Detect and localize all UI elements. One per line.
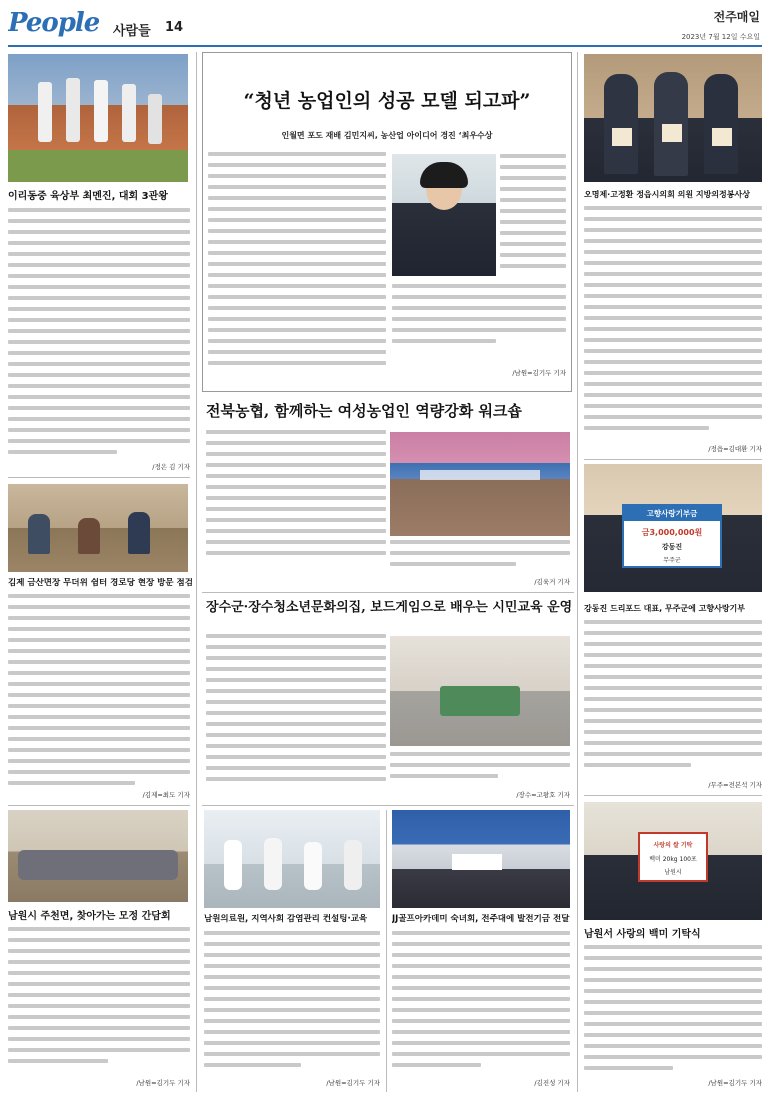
- article-byline: /장수=고왕호 기자: [516, 791, 570, 799]
- athlete-figure: [148, 94, 162, 144]
- protective-suit-figure: [344, 840, 362, 890]
- athlete-figure: [94, 80, 108, 142]
- column-divider: [386, 810, 387, 1092]
- donation-board: [452, 854, 502, 870]
- donation-board-amount: 백미 20kg 100포: [649, 856, 697, 863]
- article-body-placeholder: [392, 931, 570, 1071]
- article-photo-donation-ceremony: [392, 810, 570, 908]
- column-divider: [577, 52, 578, 1092]
- article-body-placeholder: [8, 208, 190, 460]
- section-logo: People: [8, 8, 100, 38]
- article-byline: /무주=전본석 기자: [708, 781, 762, 789]
- section-title: 사람들: [113, 24, 151, 39]
- donation-board-org: 남원시: [664, 869, 682, 876]
- feature-byline: /남원=김기두 기자: [512, 369, 566, 377]
- banner: [420, 470, 540, 480]
- feature-photo-portrait: [392, 154, 496, 276]
- article-headline: 오명제·고정환 정읍시의회 의원 지방의정봉사상: [584, 190, 750, 199]
- plaque: [662, 124, 682, 142]
- article-divider: [584, 459, 762, 460]
- feature-body-placeholder: [392, 284, 566, 364]
- donation-board-org: 무주군: [663, 557, 681, 564]
- feature-body-placeholder: [208, 152, 386, 378]
- person-figure: [128, 512, 150, 554]
- athlete-figure: [38, 82, 52, 142]
- donation-board-donor: 강동진: [661, 543, 683, 551]
- article-headline: 남원서 사랑의 백미 기탁식: [584, 929, 701, 940]
- game-board: [440, 686, 520, 716]
- athlete-figure: [66, 78, 80, 142]
- article-headline: 강동진 드리포드 대표, 무주군에 고향사랑기부: [584, 604, 746, 613]
- feature-title: “청년 농업인의 성공 모델 되고파”: [243, 90, 531, 112]
- article-photo-rice-donation: [584, 802, 762, 920]
- article-body-placeholder: [8, 927, 190, 1073]
- column-divider: [196, 52, 197, 1092]
- donation-board: [622, 504, 722, 568]
- newspaper-name: 전주매일: [713, 10, 760, 24]
- article-byline: /정은 김 기자: [152, 463, 190, 471]
- article-divider: [8, 477, 190, 478]
- article-body-placeholder: [584, 206, 762, 438]
- plaque: [712, 128, 732, 146]
- article-body-placeholder: [204, 931, 380, 1071]
- donation-board-title: 사랑의 쌀 기탁: [653, 842, 693, 849]
- feature-side-body-placeholder: [500, 154, 566, 276]
- article-divider: [202, 592, 574, 593]
- article-body-placeholder: [584, 620, 762, 776]
- article-body-placeholder: [390, 540, 570, 574]
- article-body-placeholder: [390, 752, 570, 782]
- header-rule: [8, 45, 762, 47]
- article-body-placeholder: [584, 945, 762, 1071]
- article-divider: [8, 805, 190, 806]
- portrait-hair: [420, 162, 468, 188]
- article-headline: 남원의료원, 지역사회 감염관리 컨설팅·교육: [204, 914, 368, 924]
- article-headline: 남원시 주천면, 찾아가는 모정 간담회: [8, 911, 171, 922]
- donation-board: [638, 832, 708, 882]
- donation-board-amount: 금3,000,000원: [641, 528, 703, 537]
- article-headline: JJ골프아카데미 숙녀회, 전주대에 발전기금 전달: [392, 914, 570, 924]
- person-figure: [604, 74, 638, 174]
- article-byline: /김진성 기자: [534, 1079, 570, 1087]
- article-byline: /남원=김기두 기자: [136, 1079, 190, 1087]
- article-body-placeholder: [8, 594, 190, 792]
- article-byline: /남원=김기두 기자: [326, 1079, 380, 1087]
- article-divider: [202, 805, 574, 806]
- article-headline: 이리동중 육상부 최멘진, 대회 3관왕: [8, 191, 168, 202]
- article-byline: /남원=김기두 기자: [708, 1079, 762, 1087]
- article-photo-infection-training: [204, 810, 380, 908]
- article-photo-hometown-donation: [584, 464, 762, 592]
- article-byline: /김제=최도 기자: [142, 791, 190, 799]
- protective-suit-figure: [224, 840, 242, 890]
- article-body-placeholder: [206, 430, 386, 562]
- person-figure: [28, 514, 50, 554]
- person-figure: [78, 518, 100, 554]
- article-byline: /김육거 기자: [534, 578, 570, 586]
- article-photo-senior-center: [8, 484, 188, 572]
- athlete-figure: [122, 84, 136, 142]
- plaque: [612, 128, 632, 146]
- protective-suit-figure: [304, 842, 322, 890]
- article-divider: [584, 795, 762, 796]
- article-body-placeholder: [206, 634, 386, 790]
- protective-suit-figure: [264, 838, 282, 890]
- person-figure: [704, 74, 738, 174]
- issue-date: 2023년 7월 12일 수요일: [681, 33, 760, 41]
- article-photo-meeting: [8, 810, 188, 902]
- article-photo-athletes: [8, 54, 188, 182]
- article-photo-boardgame: [390, 636, 570, 746]
- donation-board-title: 고향사랑기부금: [624, 506, 720, 521]
- article-byline: /정읍=김대환 기자: [708, 445, 762, 453]
- article-headline: 전북농협, 함께하는 여성농업인 역량강화 워크숍: [206, 402, 522, 420]
- page-number: 14: [165, 20, 184, 35]
- article-photo-workshop-group: [390, 432, 570, 536]
- article-headline: 김제 금산면장 무더위 쉼터 경로당 현장 방문 점검: [8, 578, 193, 588]
- article-headline: 장수군·장수청소년문화의집, 보드게임으로 배우는 시민교육 운영: [206, 600, 573, 615]
- feature-deck: 인월면 포도 재배 김민지씨, 농산업 아이디어 경진 ‘최우수상: [281, 131, 493, 140]
- seated-group: [18, 850, 178, 880]
- article-photo-award: [584, 54, 762, 182]
